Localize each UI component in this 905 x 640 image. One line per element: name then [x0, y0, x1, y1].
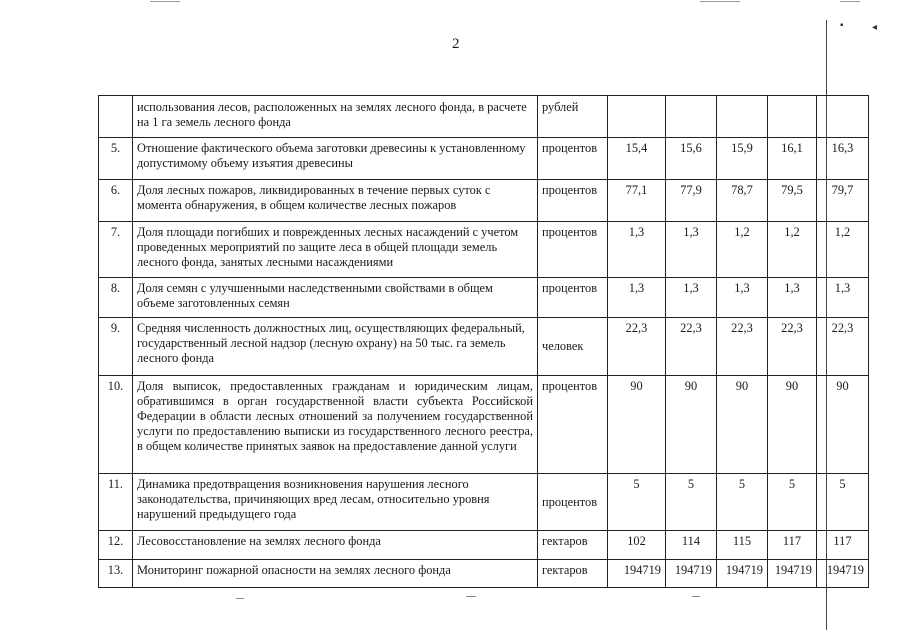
value-cell: 22,3 — [717, 318, 768, 376]
scan-artifact-dash — [236, 598, 244, 599]
value-cell: 194719 — [817, 560, 869, 588]
value-cell: 115 — [717, 531, 768, 560]
indicator-name: Доля лесных пожаров, ликвидированных в течение первых суток с момента обнаружения, в общем количестве лесных пожаров — [133, 180, 538, 222]
value-cell: 90 — [768, 376, 817, 474]
value-cell: 1,3 — [768, 278, 817, 318]
unit-cell: человек — [538, 318, 608, 376]
value-cell: 117 — [768, 531, 817, 560]
row-number: 12. — [99, 531, 133, 560]
value-cell: 117 — [817, 531, 869, 560]
indicator-name: Доля площади погибших и поврежденных лесных насаждений с учетом проведенных мероприятий по защите леса в общей площади земель лесного фонда, занятых лесными насаждениями — [133, 222, 538, 278]
table-row — [99, 222, 869, 278]
row-number: 11. — [99, 474, 133, 531]
unit-cell: процентов — [538, 376, 608, 474]
row-number: 7. — [99, 222, 133, 278]
value-cell: 15,9 — [717, 138, 768, 180]
value-cell: 22,3 — [817, 318, 869, 376]
scan-artifact-dash — [466, 596, 476, 597]
value-cell: 194719 — [717, 560, 768, 588]
value-cell: 79,7 — [817, 180, 869, 222]
indicator-name: использования лесов, расположенных на землях лесного фонда, в расчете на 1 га земель лесного фонда — [133, 96, 538, 138]
value-cell: 5 — [817, 474, 869, 531]
table-row — [99, 278, 869, 318]
unit-cell: процентов — [538, 180, 608, 222]
value-cell: 77,1 — [608, 180, 666, 222]
value-cell: 1,2 — [717, 222, 768, 278]
value-cell: 15,6 — [666, 138, 717, 180]
unit-cell: процентов — [538, 474, 608, 531]
value-cell: 5 — [768, 474, 817, 531]
value-cell: 90 — [666, 376, 717, 474]
unit-cell: рублей — [538, 96, 608, 138]
value-cell: 90 — [717, 376, 768, 474]
value-cell: 1,3 — [817, 278, 869, 318]
row-number: 9. — [99, 318, 133, 376]
value-cell: 22,3 — [768, 318, 817, 376]
value-cell: 5 — [717, 474, 768, 531]
unit-cell: процентов — [538, 222, 608, 278]
value-cell — [817, 96, 869, 138]
value-cell: 1,3 — [666, 222, 717, 278]
indicator-name: Мониторинг пожарной опасности на землях лесного фонда — [133, 560, 538, 588]
row-number: 8. — [99, 278, 133, 318]
indicators-table — [98, 95, 869, 588]
value-cell: 16,3 — [817, 138, 869, 180]
table-row — [99, 376, 869, 474]
table-row — [99, 318, 869, 376]
value-cell — [666, 96, 717, 138]
indicator-name: Динамика предотвращения возникновения нарушения лесного законодательства, причиняющих вред лесам, относительно уровня нарушений предыдущего года — [133, 474, 538, 531]
value-cell: 90 — [608, 376, 666, 474]
value-cell: 114 — [666, 531, 717, 560]
row-number: 13. — [99, 560, 133, 588]
value-cell: 194719 — [768, 560, 817, 588]
value-cell: 77,9 — [666, 180, 717, 222]
value-cell: 22,3 — [666, 318, 717, 376]
unit-cell: процентов — [538, 278, 608, 318]
value-cell: 79,5 — [768, 180, 817, 222]
table-row — [99, 474, 869, 531]
value-cell: 1,3 — [666, 278, 717, 318]
table-row — [99, 138, 869, 180]
value-cell: 102 — [608, 531, 666, 560]
unit-cell: гектаров — [538, 531, 608, 560]
scan-artifact-mark: ▪ — [840, 20, 844, 31]
value-cell: 22,3 — [608, 318, 666, 376]
value-cell — [608, 96, 666, 138]
indicator-name: Лесовосстановление на землях лесного фонда — [133, 531, 538, 560]
row-number — [99, 96, 133, 138]
value-cell: 1,2 — [768, 222, 817, 278]
value-cell: 78,7 — [717, 180, 768, 222]
value-cell: 194719 — [666, 560, 717, 588]
value-cell: 1,3 — [608, 278, 666, 318]
table-row — [99, 180, 869, 222]
table-row — [99, 560, 869, 588]
row-number: 5. — [99, 138, 133, 180]
value-cell: 90 — [817, 376, 869, 474]
row-number: 10. — [99, 376, 133, 474]
indicator-name: Доля семян с улучшенными наследственными свойствами в общем объеме заготовленных семян — [133, 278, 538, 318]
indicator-name: Доля выписок, предоставленных гражданам и юридическим лицам, обратившимся в орган государственной власти субъекта Российской Федерации в области лесных отношений за получением государственной услуги по предоставлению выписки из государственного лесного реестра, в общем количестве принятых заявок на предоставление данной услуги — [133, 376, 538, 474]
value-cell: 5 — [666, 474, 717, 531]
table-row — [99, 96, 869, 138]
scan-artifact-dash — [692, 596, 700, 597]
row-number: 6. — [99, 180, 133, 222]
value-cell: 1,3 — [717, 278, 768, 318]
scan-artifact-mark: ◂ — [872, 22, 878, 33]
value-cell: 1,3 — [608, 222, 666, 278]
unit-cell: процентов — [538, 138, 608, 180]
unit-cell: гектаров — [538, 560, 608, 588]
indicator-name: Средняя численность должностных лиц, осуществляющих федеральный, государственный лесной надзор (лесную охрану) на 50 тыс. га земель лесного фонда — [133, 318, 538, 376]
page-number: 2 — [452, 36, 460, 52]
table-row — [99, 531, 869, 560]
value-cell: 15,4 — [608, 138, 666, 180]
scan-top-edge — [0, 0, 905, 6]
value-cell: 1,2 — [817, 222, 869, 278]
value-cell: 194719 — [608, 560, 666, 588]
value-cell: 5 — [608, 474, 666, 531]
value-cell — [717, 96, 768, 138]
indicator-name: Отношение фактического объема заготовки древесины к установленному допустимому объему изъятия древесины — [133, 138, 538, 180]
value-cell: 16,1 — [768, 138, 817, 180]
value-cell — [768, 96, 817, 138]
